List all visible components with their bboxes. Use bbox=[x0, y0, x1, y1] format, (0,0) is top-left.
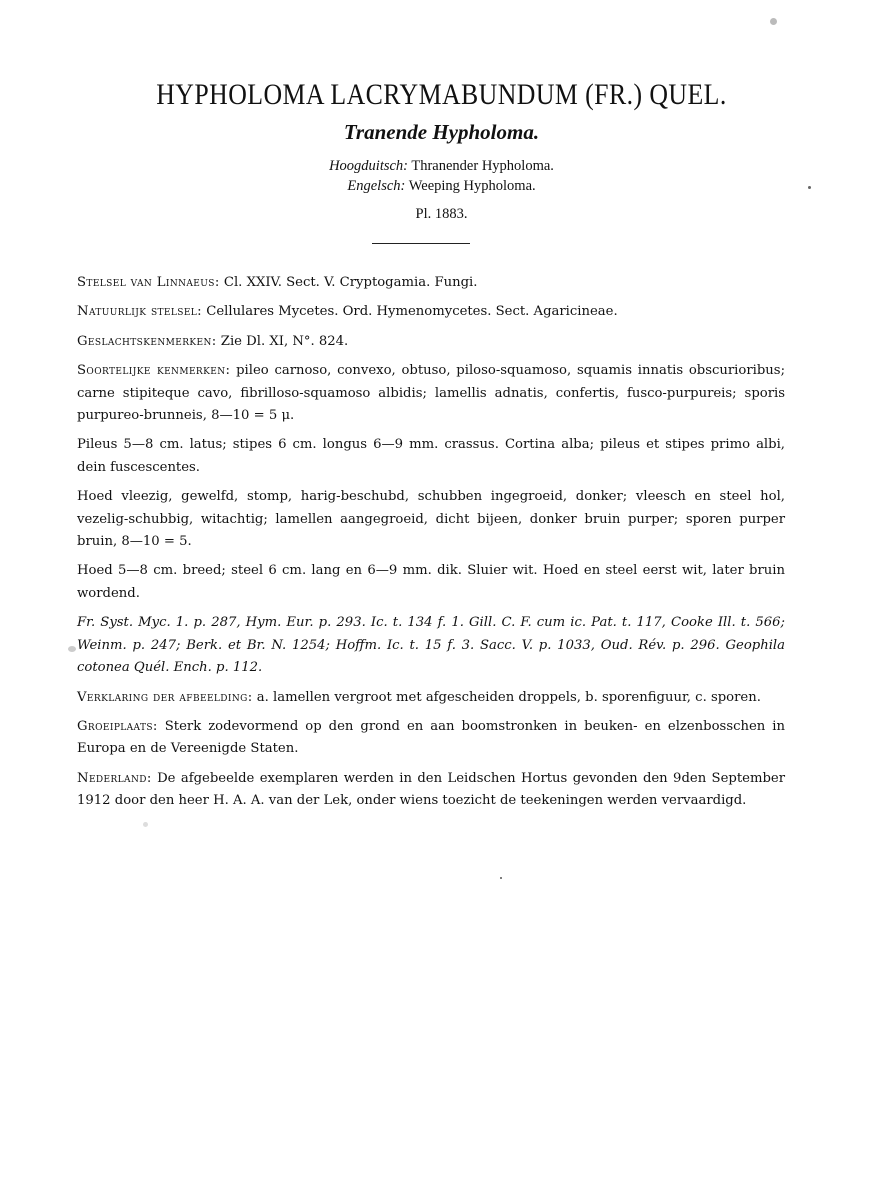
netherlands-text: De afgebeelde exemplaren werden in den Leidschen Hortus gevonden den 9den September 1912 door den heer H. A. A. van der Lek, onder wiens toezicht de teekeningen werden vervaardigd. bbox=[77, 770, 785, 809]
netherlands-label: Nederland: bbox=[77, 770, 152, 786]
paper-speck bbox=[68, 646, 76, 652]
species-characters-text: pileo carnoso, convexo, obtuso, piloso-squamoso, squamis innatis obscurioribus; carne stipiteque cavo, fibrilloso-squamoso albidis; lamellis adnatis, confertis, fusco-purpureis; sporis purpureo-brunneis, 8—10 = 5 μ. bbox=[77, 363, 786, 424]
species-characters-paragraph bbox=[77, 360, 785, 427]
description-body bbox=[77, 272, 785, 820]
linnaeus-paragraph bbox=[77, 272, 785, 294]
habitat-text: Sterk zodevormend op den grond en aan boomstronken in beuken- en elzenbosschen in Europa en de Vereenigde Staten. bbox=[77, 718, 785, 757]
english-name: Weeping Hypholoma. bbox=[408, 178, 536, 194]
paper-speck bbox=[808, 186, 811, 189]
explanation-text: a. lamellen vergroot met afgescheiden droppels, b. sporenfiguur, c. sporen. bbox=[256, 689, 761, 705]
species-title: HYPHOLOMA LACRYMABUNDUM (FR.) QUEL. bbox=[156, 78, 727, 111]
netherlands-paragraph bbox=[77, 768, 785, 813]
dutch-description-paragraph: Hoed vleezig, gewelfd, stomp, harig-beschubd, schubben ingegroeid, donker; vleesch en steel hol, vezelig-schubbig, witachtig; lamellen aangegroeid, dicht bijeen, donker bruin purper; sporen purper bruin, 8—10 = 5. bbox=[77, 489, 785, 550]
linnaeus-text: Cl. XXIV. Sect. V. Cryptogamia. Fungi. bbox=[223, 275, 478, 290]
linnaeus-label: Stelsel van Linnaeus: bbox=[77, 275, 220, 290]
german-name: Thranender Hypholoma. bbox=[411, 158, 554, 174]
german-label: Hoogduitsch: bbox=[329, 158, 408, 174]
german-name-line bbox=[0, 158, 883, 175]
title-divider bbox=[372, 243, 470, 244]
genus-paragraph bbox=[77, 331, 785, 353]
genus-text: Zie Dl. XI, N°. 824. bbox=[220, 333, 349, 349]
habitat-label: Groeiplaats: bbox=[77, 718, 158, 734]
paper-speck bbox=[143, 822, 148, 827]
natural-system-label: Natuurlijk stelsel: bbox=[77, 304, 203, 320]
english-label: Engelsch: bbox=[347, 178, 406, 194]
paper-speck bbox=[770, 18, 777, 25]
dutch-common-name: Tranende Hypholoma. bbox=[343, 120, 540, 144]
latin-dimensions-paragraph: Pileus 5—8 cm. latus; stipes 6 cm. longus 6—9 mm. crassus. Cortina alba; pileus et stipes primo albi, dein fuscescentes. bbox=[77, 437, 785, 475]
english-name-line bbox=[0, 178, 883, 195]
species-characters-label: Soortelijke kenmerken: bbox=[77, 363, 231, 379]
genus-label: Geslachtskenmerken: bbox=[77, 333, 217, 349]
habitat-paragraph bbox=[77, 716, 785, 761]
references-paragraph: Fr. Syst. Myc. 1. p. 287, Hym. Eur. p. 293. Ic. t. 134 f. 1. Gill. C. F. cum ic. Pat. t. 117, Cooke Ill. t. 566; Weinm. p. 247; Berk. et Br. N. 1254; Hoffm. Ic. t. 15 f. 3. Sacc. V. p. 1033, Oud. Rév. p. 296. Geophila cotonea Quél. Ench. p. 112. bbox=[77, 615, 785, 676]
paper-speck bbox=[500, 877, 502, 879]
plate-number: Pl. 1883. bbox=[415, 206, 468, 222]
natural-system-paragraph bbox=[77, 301, 785, 323]
explanation-paragraph bbox=[77, 687, 785, 709]
natural-system-text: Cellulares Mycetes. Ord. Hymenomycetes. Sect. Agaricineae. bbox=[206, 304, 618, 320]
explanation-label: Verklaring der afbeelding: bbox=[77, 689, 253, 705]
dutch-dimensions-paragraph: Hoed 5—8 cm. breed; steel 6 cm. lang en 6—9 mm. dik. Sluier wit. Hoed en steel eerst wit, later bruin wordend. bbox=[77, 563, 785, 601]
